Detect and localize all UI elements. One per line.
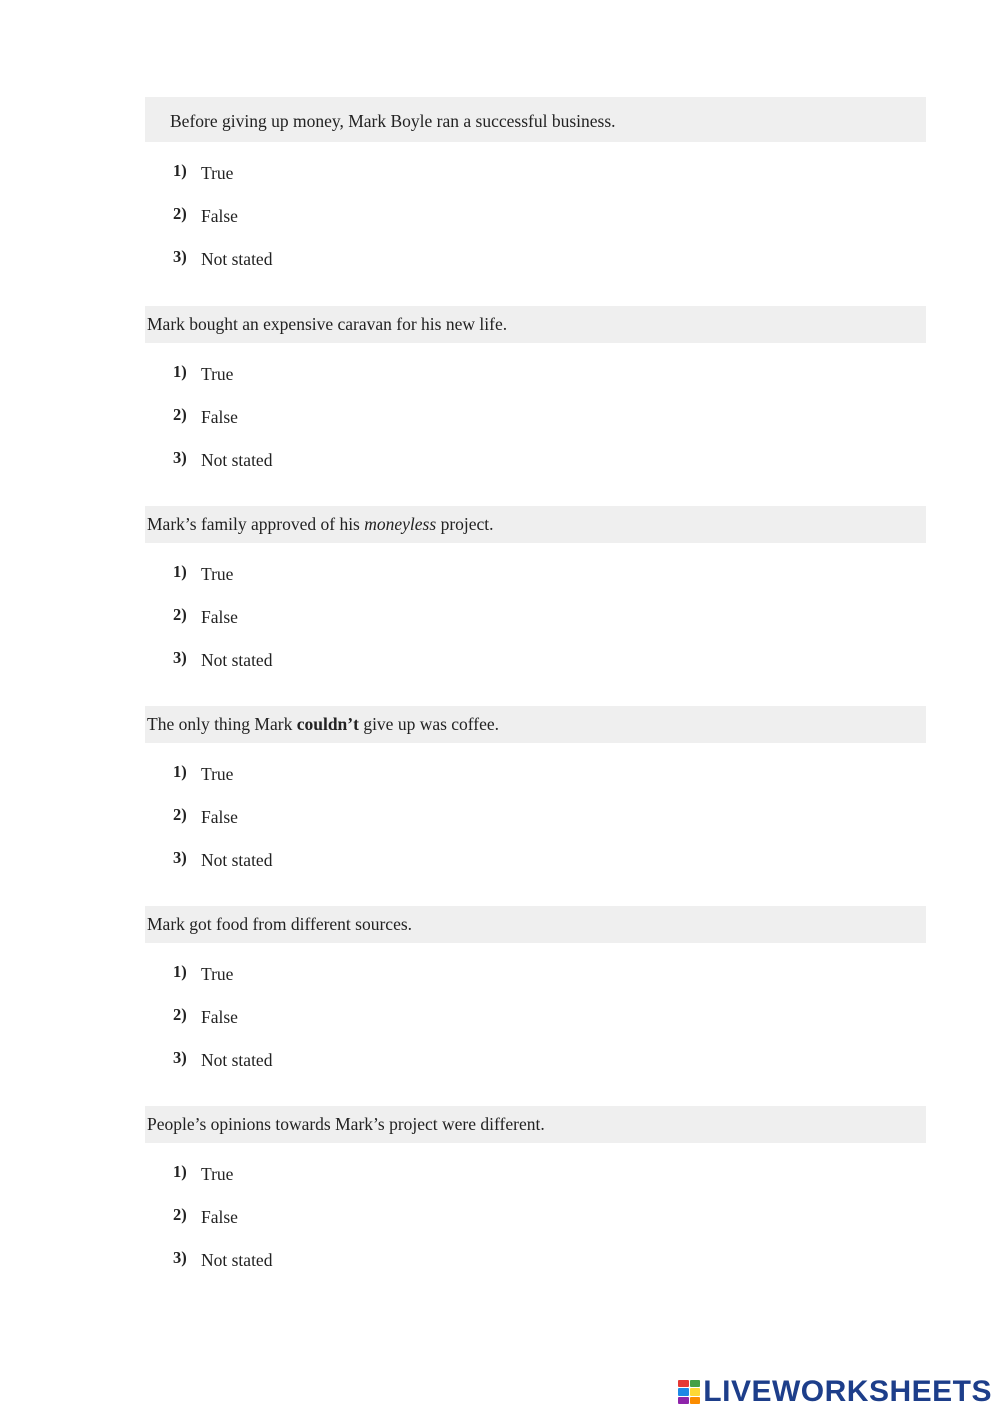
statement-segment-italic: moneyless [364, 514, 437, 534]
logo-tile [690, 1380, 701, 1387]
question-statement [145, 97, 926, 142]
option-label: True [201, 1164, 234, 1184]
answer-option-true[interactable] [145, 161, 926, 204]
option-number: 2) [173, 204, 187, 223]
answer-option-false[interactable] [145, 805, 926, 848]
answer-option-not-stated[interactable] [145, 448, 926, 491]
option-number: 2) [173, 1205, 187, 1224]
question-statement [145, 1106, 926, 1143]
question-block [145, 97, 926, 290]
question-statement [145, 306, 926, 343]
option-number: 2) [173, 405, 187, 424]
question-block [145, 1106, 926, 1291]
question-block [145, 906, 926, 1091]
option-number: 3) [173, 648, 187, 667]
option-number: 1) [173, 362, 187, 381]
logo-tile [690, 1388, 701, 1395]
option-label: True [201, 964, 234, 984]
answer-option-true[interactable] [145, 1162, 926, 1205]
answer-options [145, 762, 926, 891]
option-label: Not stated [201, 650, 273, 670]
answer-options [145, 362, 926, 491]
statement-segment: The only thing Mark [147, 714, 297, 734]
answer-option-true[interactable] [145, 762, 926, 805]
option-label: True [201, 364, 234, 384]
option-number: 3) [173, 448, 187, 467]
question-statement [145, 506, 926, 543]
option-number: 3) [173, 247, 187, 266]
statement-segment-bold: couldn’t [296, 714, 359, 734]
option-label: False [201, 1007, 238, 1027]
option-label: False [201, 1207, 238, 1227]
option-number: 1) [173, 161, 187, 180]
statement-segment: Mark got food from different sources. [147, 914, 413, 934]
option-label: True [201, 163, 234, 183]
option-label: True [201, 764, 234, 784]
option-number: 1) [173, 1162, 187, 1181]
option-label: True [201, 564, 234, 584]
answer-option-false[interactable] [145, 1205, 926, 1248]
answer-option-false[interactable] [145, 405, 926, 448]
answer-options [145, 962, 926, 1091]
option-number: 3) [173, 1048, 187, 1067]
statement-segment: give up was coffee. [358, 714, 500, 734]
option-label: Not stated [201, 850, 273, 870]
answer-option-true[interactable] [145, 562, 926, 605]
option-label: False [201, 206, 238, 226]
answer-option-false[interactable] [145, 204, 926, 247]
answer-options [145, 1162, 926, 1291]
answer-options [145, 161, 926, 290]
statement-segment: Before giving up money, Mark Boyle ran a successful business. [170, 111, 616, 131]
option-number: 1) [173, 762, 187, 781]
answer-option-not-stated[interactable] [145, 648, 926, 691]
answer-options [145, 562, 926, 691]
liveworksheets-brand [678, 1377, 992, 1407]
option-number: 2) [173, 805, 187, 824]
question-block [145, 506, 926, 691]
option-label: Not stated [201, 249, 273, 269]
statement-segment: People’s opinions towards Mark’s project were different. [147, 1114, 545, 1134]
question-statement [145, 906, 926, 943]
logo-tile [678, 1380, 689, 1387]
option-label: Not stated [201, 450, 273, 470]
question-statement [145, 706, 926, 743]
liveworksheets-logo-icon [678, 1380, 700, 1404]
option-number: 2) [173, 605, 187, 624]
option-number: 3) [173, 848, 187, 867]
answer-option-not-stated[interactable] [145, 247, 926, 290]
brand-wordmark: LIVEWORKSHEETS [703, 1375, 992, 1408]
logo-tile [690, 1397, 701, 1404]
answer-option-false[interactable] [145, 1005, 926, 1048]
question-block [145, 706, 926, 891]
statement-segment: Mark bought an expensive caravan for his new life. [147, 314, 508, 334]
statement-segment: project. [436, 514, 494, 534]
option-number: 1) [173, 562, 187, 581]
answer-option-not-stated[interactable] [145, 1248, 926, 1291]
option-number: 2) [173, 1005, 187, 1024]
option-label: False [201, 407, 238, 427]
answer-option-false[interactable] [145, 605, 926, 648]
answer-option-not-stated[interactable] [145, 848, 926, 891]
logo-tile [678, 1388, 689, 1395]
option-label: Not stated [201, 1250, 273, 1270]
statement-segment: Mark’s family approved of his [147, 514, 365, 534]
answer-option-true[interactable] [145, 962, 926, 1005]
logo-tile [678, 1397, 689, 1404]
option-number: 3) [173, 1248, 187, 1267]
option-label: Not stated [201, 1050, 273, 1070]
option-number: 1) [173, 962, 187, 981]
option-label: False [201, 807, 238, 827]
answer-option-true[interactable] [145, 362, 926, 405]
option-label: False [201, 607, 238, 627]
question-block [145, 306, 926, 491]
answer-option-not-stated[interactable] [145, 1048, 926, 1091]
